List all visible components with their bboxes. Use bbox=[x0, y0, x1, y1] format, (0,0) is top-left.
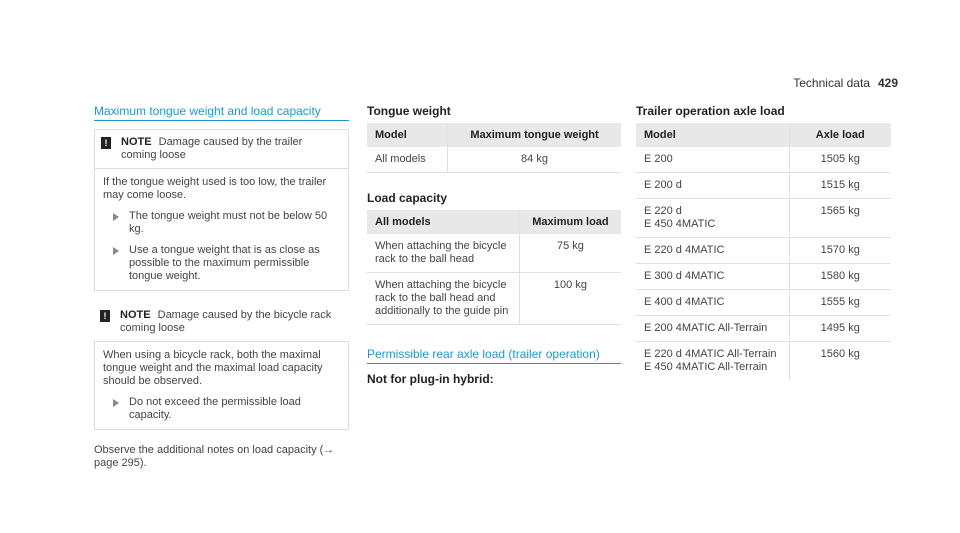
note-trailer bbox=[94, 129, 349, 291]
table-header: Axle load bbox=[789, 123, 891, 147]
table-row: All models 84 kg bbox=[367, 147, 621, 173]
note-heading: Damage caused by the trailer coming loose bbox=[121, 136, 303, 161]
load-capacity-title: Load capacity bbox=[367, 191, 448, 205]
table-row: E 220 d 4MATIC All-Terrain E 450 4MATIC All-Terrain 1560 kg bbox=[636, 342, 891, 381]
note-paragraph: When using a bicycle rack, both the maximal tongue weight and the maximal load capacity should be observed. bbox=[103, 349, 323, 387]
list-item: Do not exceed the permissible load capacity. bbox=[103, 396, 340, 422]
column-axle-load bbox=[636, 104, 891, 380]
section-title-tongue-load: Maximum tongue weight and load capacity bbox=[94, 104, 349, 121]
note-label: NOTE bbox=[120, 309, 151, 321]
table-row: E 220 d 4MATIC 1570 kg bbox=[636, 238, 891, 264]
table-row: E 200 1505 kg bbox=[636, 147, 891, 173]
arrow-right-icon bbox=[113, 247, 119, 255]
observe-note: Observe the additional notes on load capacity (→ page 295). bbox=[94, 444, 335, 469]
table-header: Model bbox=[636, 123, 789, 147]
table-row: E 300 d 4MATIC 1580 kg bbox=[636, 264, 891, 290]
table-row: E 220 d E 450 4MATIC 1565 kg bbox=[636, 199, 891, 238]
column-tongue-load-tables bbox=[367, 104, 621, 391]
arrow-right-icon bbox=[113, 213, 119, 221]
note-bicycle-rack bbox=[94, 309, 349, 430]
table-row: E 200 d 1515 kg bbox=[636, 173, 891, 199]
table-header: Maximum tongue weight bbox=[448, 123, 621, 147]
tongue-weight-title: Tongue weight bbox=[367, 104, 451, 118]
section-name: Technical data bbox=[793, 76, 870, 90]
table-row: E 200 4MATIC All-Terrain 1495 kg bbox=[636, 316, 891, 342]
axle-load-title: Trailer operation axle load bbox=[636, 104, 785, 118]
table-row: When attaching the bicycle rack to the ball head and additionally to the guide pin 100 kg bbox=[367, 273, 621, 325]
page-number: 429 bbox=[877, 76, 898, 90]
rear-axle-load-title: Permissible rear axle load (trailer operation) bbox=[367, 347, 621, 364]
hybrid-note: Not for plug-in hybrid: bbox=[367, 372, 494, 386]
page-header bbox=[793, 76, 898, 90]
arrow-right-icon bbox=[113, 399, 119, 407]
table-row: E 400 d 4MATIC 1555 kg bbox=[636, 290, 891, 316]
tongue-weight-table bbox=[367, 123, 621, 173]
warning-icon: ! bbox=[100, 310, 110, 322]
table-header: All models bbox=[367, 210, 519, 234]
note-paragraph: If the tongue weight used is too low, the trailer may come loose. bbox=[103, 176, 327, 201]
table-header: Maximum load bbox=[519, 210, 621, 234]
note-label: NOTE bbox=[121, 136, 152, 148]
table-header: Model bbox=[367, 123, 448, 147]
axle-load-table bbox=[636, 123, 891, 380]
list-item: Use a tongue weight that is as close as possible to the maximum permissible tongue weight. bbox=[103, 244, 340, 283]
column-tongue-weight-notes bbox=[94, 104, 349, 470]
load-capacity-table bbox=[367, 210, 621, 325]
table-row: When attaching the bicycle rack to the ball head 75 kg bbox=[367, 234, 621, 273]
note-heading: Damage caused by the bicycle rack coming loose bbox=[120, 309, 332, 334]
list-item: The tongue weight must not be below 50 kg. bbox=[103, 210, 340, 236]
warning-icon: ! bbox=[101, 137, 111, 149]
